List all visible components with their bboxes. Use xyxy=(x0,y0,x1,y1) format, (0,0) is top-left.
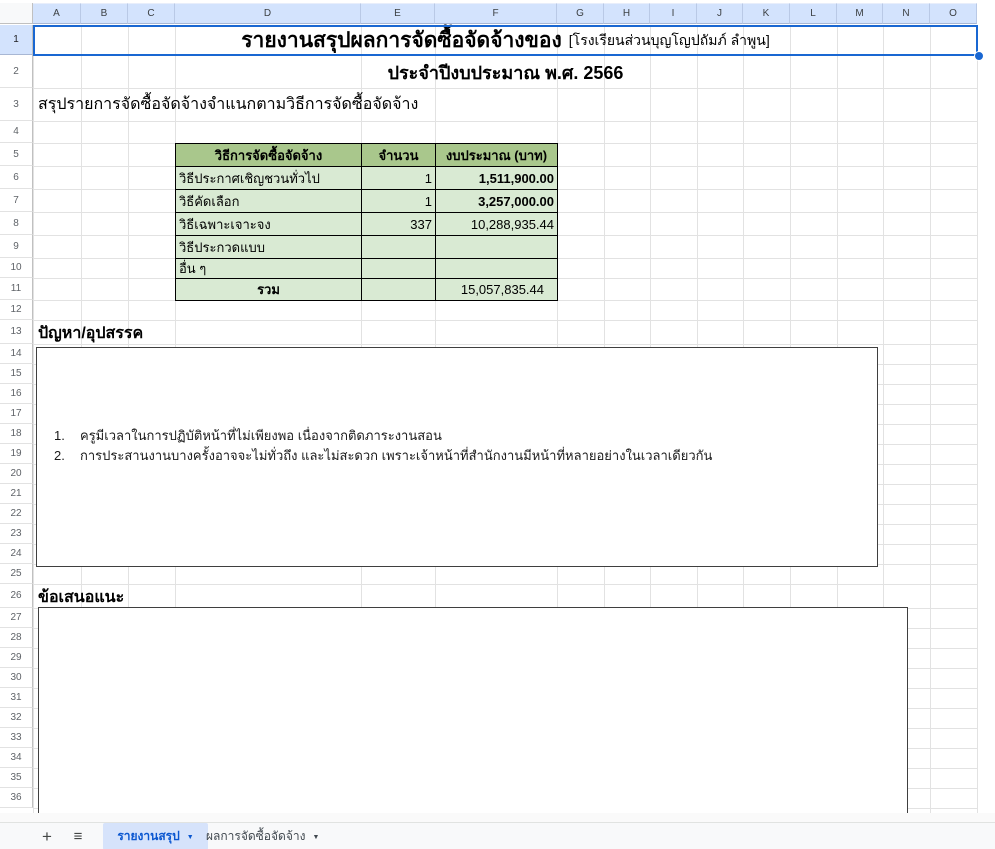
column-header-A[interactable]: A xyxy=(33,3,81,24)
horizontal-scrollbar-track[interactable] xyxy=(0,813,995,822)
column-header-M[interactable]: M xyxy=(837,3,883,24)
row-header-29[interactable]: 29 xyxy=(0,648,33,668)
report-title: รายงานสรุปผลการจัดซื้อจัดจ้างของ xyxy=(241,29,562,52)
row-header-4[interactable]: 4 xyxy=(0,121,33,143)
table-header-cell[interactable]: จำนวน xyxy=(362,144,436,167)
table-cell-budget[interactable]: 3,257,000.00 xyxy=(436,190,558,213)
table-cell-method[interactable]: อื่น ๆ xyxy=(176,259,362,279)
table-cell-count[interactable]: 337 xyxy=(362,213,436,236)
row-header-33[interactable]: 33 xyxy=(0,728,33,748)
tab-report-summary[interactable] xyxy=(103,823,208,849)
column-header-B[interactable]: B xyxy=(81,3,128,24)
list-item-text: ครูมีเวลาในการปฏิบัติหน้าที่ไม่เพียงพอ เนื่องจากติดภาระงานสอน xyxy=(80,428,442,443)
table-cell-count[interactable]: 1 xyxy=(362,167,436,190)
sheet-tab-bar xyxy=(0,822,995,849)
list-item-number: 1. xyxy=(54,428,65,443)
table-cell-budget[interactable] xyxy=(436,259,558,279)
table-header-cell[interactable]: วิธีการจัดซื้อจัดจ้าง xyxy=(176,144,362,167)
selected-range-border[interactable] xyxy=(33,25,978,56)
row-header-9[interactable]: 9 xyxy=(0,235,33,258)
fiscal-year-subtitle-cell[interactable]: ประจำปีงบประมาณ พ.ศ. 2566 xyxy=(387,62,624,83)
row-header-19[interactable]: 19 xyxy=(0,444,33,464)
table-cell-method[interactable]: วิธีเฉพาะเจาะจง xyxy=(176,213,362,236)
row-header-18[interactable]: 18 xyxy=(0,424,33,444)
column-header-K[interactable]: K xyxy=(743,3,790,24)
suggestions-heading-cell[interactable]: ข้อเสนอแนะ xyxy=(38,588,125,606)
table-cell-budget[interactable]: 10,288,935.44 xyxy=(436,213,558,236)
suggestions-text-box[interactable] xyxy=(38,607,908,813)
table-cell-method[interactable]: วิธีประกาศเชิญชวนทั่วไป xyxy=(176,167,362,190)
row-header-16[interactable]: 16 xyxy=(0,384,33,404)
problems-list xyxy=(54,426,712,466)
table-cell-method[interactable]: วิธีคัดเลือก xyxy=(176,190,362,213)
gridline xyxy=(977,25,978,813)
all-sheets-icon[interactable]: ≡ xyxy=(73,828,83,845)
row-header-34[interactable]: 34 xyxy=(0,748,33,768)
list-item xyxy=(54,426,712,446)
table-cell-count[interactable] xyxy=(362,259,436,279)
row-header-36[interactable]: 36 xyxy=(0,788,33,808)
row-header-15[interactable]: 15 xyxy=(0,364,33,384)
column-header-L[interactable]: L xyxy=(790,3,837,24)
table-cell-total-label[interactable]: รวม xyxy=(176,279,362,301)
chevron-down-icon: ▼ xyxy=(186,834,194,841)
column-header-J[interactable]: J xyxy=(697,3,743,24)
row-header-1[interactable]: 1 xyxy=(0,25,33,55)
row-header-35[interactable]: 35 xyxy=(0,768,33,788)
gridline xyxy=(930,25,931,813)
row-header-32[interactable]: 32 xyxy=(0,708,33,728)
row-header-23[interactable]: 23 xyxy=(0,524,33,544)
fill-handle[interactable] xyxy=(974,51,984,61)
table-header-cell[interactable]: งบประมาณ (บาท) xyxy=(436,144,558,167)
problems-heading-cell[interactable]: ปัญหา/อุปสรรค xyxy=(38,324,144,342)
row-header-5[interactable]: 5 xyxy=(0,143,33,166)
procurement-summary-table xyxy=(175,143,558,301)
row-header-11[interactable]: 11 xyxy=(0,278,33,300)
row-header-10[interactable]: 10 xyxy=(0,258,33,278)
table-cell-budget[interactable] xyxy=(436,236,558,259)
row-header-24[interactable]: 24 xyxy=(0,544,33,564)
table-cell-method[interactable]: วิธีประกวดแบบ xyxy=(176,236,362,259)
summary-section-heading-cell[interactable]: สรุปรายการจัดซื้อจัดจ้างจำแนกตามวิธีการจัดซื้อจัดจ้าง xyxy=(38,96,419,113)
report-title-organization: [โรงเรียนส่วนบุญโญปถัมภ์ ลำพูน] xyxy=(568,31,770,48)
column-header-H[interactable]: H xyxy=(604,3,650,24)
row-header-25[interactable]: 25 xyxy=(0,564,33,584)
row-header-12[interactable]: 12 xyxy=(0,300,33,320)
row-header-21[interactable]: 21 xyxy=(0,484,33,504)
add-sheet-icon[interactable]: + xyxy=(42,826,52,846)
gridline xyxy=(33,25,34,813)
table-cell-budget[interactable]: 1,511,900.00 xyxy=(436,167,558,190)
row-header-30[interactable]: 30 xyxy=(0,668,33,688)
table-cell-total-value[interactable]: 15,057,835.44 xyxy=(436,279,558,301)
row-header-2[interactable]: 2 xyxy=(0,55,33,88)
tab-report-summary-label: รายงานสรุป xyxy=(117,829,180,843)
column-header-F[interactable]: F xyxy=(435,3,557,24)
list-item xyxy=(54,446,712,466)
row-header-7[interactable]: 7 xyxy=(0,189,33,212)
tab-procurement-results-label: ผลการจัดซื้อจัดจ้าง xyxy=(206,829,306,843)
row-header-6[interactable]: 6 xyxy=(0,166,33,189)
row-header-28[interactable]: 28 xyxy=(0,628,33,648)
select-all-corner[interactable] xyxy=(0,3,33,24)
column-header-C[interactable]: C xyxy=(128,3,175,24)
row-header-31[interactable]: 31 xyxy=(0,688,33,708)
row-header-17[interactable]: 17 xyxy=(0,404,33,424)
table-cell-count[interactable]: 1 xyxy=(362,190,436,213)
column-header-G[interactable]: G xyxy=(557,3,604,24)
tab-procurement-results[interactable] xyxy=(196,823,329,849)
column-header-E[interactable]: E xyxy=(361,3,435,24)
row-header-13[interactable]: 13 xyxy=(0,320,33,344)
row-header-14[interactable]: 14 xyxy=(0,344,33,364)
table-cell-count[interactable] xyxy=(362,236,436,259)
list-item-text: การประสานงานบางครั้งอาจจะไม่ทั่วถึง และไม่สะดวก เพราะเจ้าหน้าที่สำนักงานมีหน้าที่หลายอย่างในเวลาเดียวกัน xyxy=(80,448,713,463)
table-cell-empty[interactable] xyxy=(362,279,436,301)
column-header-N[interactable]: N xyxy=(883,3,930,24)
row-header-20[interactable]: 20 xyxy=(0,464,33,484)
row-header-27[interactable]: 27 xyxy=(0,608,33,628)
column-header-I[interactable]: I xyxy=(650,3,697,24)
list-item-number: 2. xyxy=(54,448,65,463)
chevron-down-icon: ▼ xyxy=(312,834,320,841)
row-header-22[interactable]: 22 xyxy=(0,504,33,524)
row-header-26[interactable]: 26 xyxy=(0,584,33,608)
row-header-3[interactable]: 3 xyxy=(0,88,33,121)
column-header-O[interactable]: O xyxy=(930,3,977,24)
row-header-8[interactable]: 8 xyxy=(0,212,33,235)
column-header-D[interactable]: D xyxy=(175,3,361,24)
